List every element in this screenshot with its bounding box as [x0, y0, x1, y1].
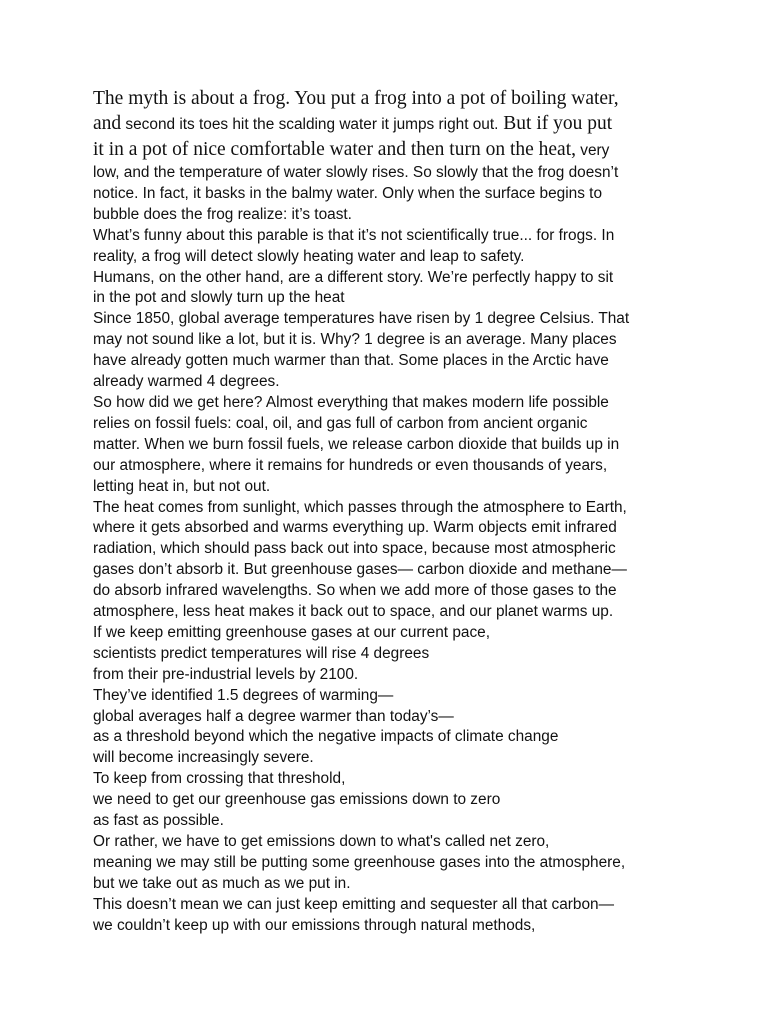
text-line: but we take out as much as we put in.: [93, 874, 351, 892]
text-line: where it gets absorbed and warms everything up. Warm objects emit infrared: [93, 519, 617, 537]
text-line: letting heat in, but not out.: [93, 477, 271, 495]
text-line: do absorb infrared wavelengths. So when we add more of those gases to the: [93, 582, 617, 600]
text-line: radiation, which should pass back out into space, because most atmospheric: [93, 540, 616, 558]
text-line: we need to get our greenhouse gas emissions down to zero: [93, 791, 501, 809]
text-line: scientists predict temperatures will rise 4 degrees: [93, 644, 430, 662]
text-line: bubble does the frog realize: it’s toast.: [93, 205, 352, 223]
text-line: have already gotten much warmer than that. Some places in the Arctic have: [93, 352, 609, 370]
text-line: will become increasingly severe.: [93, 749, 314, 767]
text-line: gases don’t absorb it. But greenhouse gases— carbon dioxide and methane—: [93, 561, 627, 579]
text-line: from their pre-industrial levels by 2100.: [93, 665, 359, 683]
text-line-3: [93, 137, 683, 163]
text-run: it in a pot of nice comfortable water and then turn on the heat,: [93, 139, 576, 160]
text-line: Humans, on the other hand, are a different story. We’re perfectly happy to sit: [93, 268, 614, 286]
text-line: we couldn’t keep up with our emissions through natural methods,: [93, 916, 536, 934]
document-body: [93, 86, 683, 937]
text-line: reality, a frog will detect slowly heating water and leap to safety.: [93, 247, 525, 265]
text-run: second its toes hit the scalding water it jumps right out.: [121, 116, 499, 133]
text-line: already warmed 4 degrees.: [93, 373, 280, 391]
text-line: This doesn’t mean we can just keep emitting and sequester all that carbon—: [93, 895, 615, 913]
text-line-1: The myth is about a frog. You put a frog into a pot of boiling water,: [93, 88, 619, 109]
text-line: low, and the temperature of water slowly rises. So slowly that the frog doesn’t: [93, 164, 619, 181]
text-line: in the pot and slowly turn up the heat: [93, 289, 345, 307]
text-line: may not sound like a lot, but it is. Why? 1 degree is an average. Many places: [93, 331, 617, 349]
text-line: as fast as possible.: [93, 812, 224, 830]
text-line: matter. When we burn fossil fuels, we release carbon dioxide that builds up in: [93, 435, 620, 453]
text-line: They’ve identified 1.5 degrees of warming—: [93, 686, 394, 704]
text-run: very: [576, 142, 610, 159]
text-line: Since 1850, global average temperatures have risen by 1 degree Celsius. That: [93, 310, 630, 328]
text-line: notice. In fact, it basks in the balmy water. Only when the surface begins to: [93, 184, 603, 202]
text-run: But if you put: [498, 113, 613, 134]
text-line: atmosphere, less heat makes it back out to space, and our planet warms up.: [93, 603, 614, 621]
text-line: relies on fossil fuels: coal, oil, and gas full of carbon from ancient organic: [93, 414, 588, 432]
text-line: What’s funny about this parable is that it’s not scientifically true... for frogs. In: [93, 226, 615, 244]
text-line: as a threshold beyond which the negative impacts of climate change: [93, 728, 559, 746]
text-line: So how did we get here? Almost everything that makes modern life possible: [93, 393, 609, 411]
text-line: meaning we may still be putting some greenhouse gases into the atmosphere,: [93, 853, 626, 871]
text-line: our atmosphere, where it remains for hundreds or even thousands of years,: [93, 456, 608, 474]
text-line: Or rather, we have to get emissions down to what's called net zero,: [93, 833, 550, 850]
text-line: To keep from crossing that threshold,: [93, 770, 346, 788]
text-line-2: [93, 111, 683, 137]
text-line: global averages half a degree warmer than today’s—: [93, 707, 454, 725]
text-line: If we keep emitting greenhouse gases at our current pace,: [93, 623, 490, 641]
text-line: The heat comes from sunlight, which passes through the atmosphere to Earth,: [93, 498, 627, 516]
text-run: and: [93, 113, 122, 134]
